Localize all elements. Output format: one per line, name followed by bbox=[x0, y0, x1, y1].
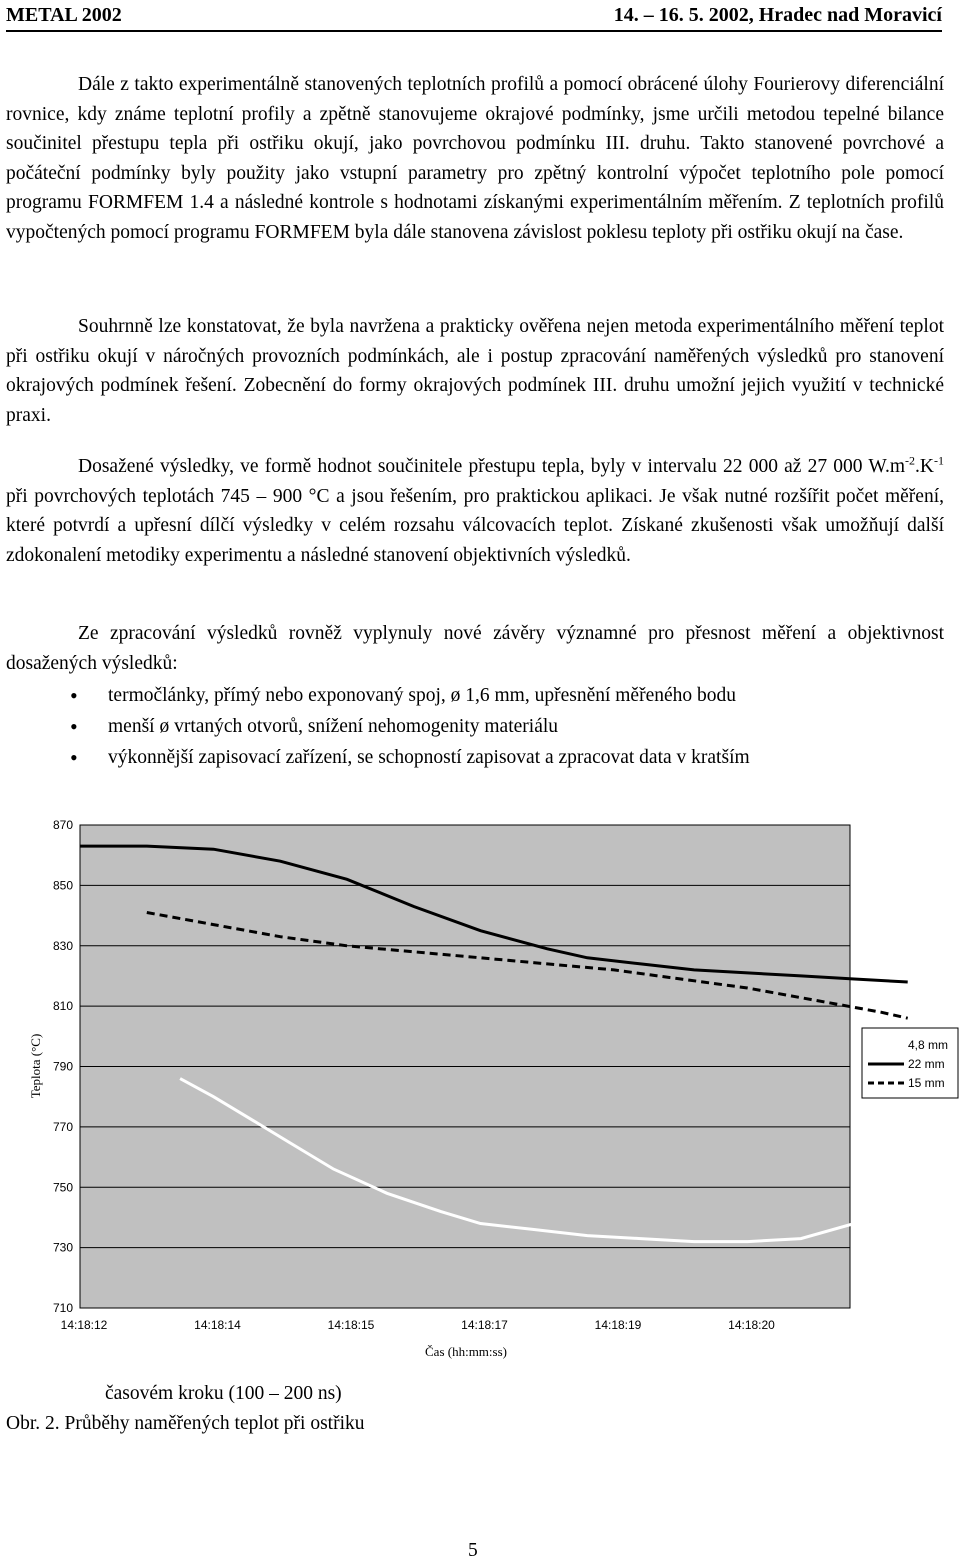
page-header bbox=[6, 0, 942, 32]
bullet-icon: • bbox=[70, 714, 78, 739]
x-axis-label: Čas (hh:mm:ss) bbox=[425, 1344, 507, 1359]
paragraph-2: Souhrnně lze konstatovat, že byla navržena a prakticky ověřena nejen metoda experimentálního měření teplot při ostřiku okují v náročných provozních podmínkách, ale i postup zpracování naměřených výsledků pro stanovení okrajových podmínek řešení. Zobecnění do formy okrajových podmínek III. druhu umožní jejich využití v technické praxi. bbox=[6, 316, 944, 426]
bullet-icon: • bbox=[70, 683, 78, 708]
x-tick-label: 14:18:12 bbox=[60, 1318, 108, 1332]
y-tick-label: 750 bbox=[52, 1180, 73, 1195]
x-axis-ticks bbox=[61, 1318, 776, 1332]
y-axis-ticks bbox=[53, 818, 73, 1315]
conference-name: METAL 2002 bbox=[6, 4, 122, 26]
list-item-text: menší ø vrtaných otvorů, snížení nehomogenity materiálu bbox=[108, 716, 559, 737]
y-tick-label: 790 bbox=[52, 1059, 73, 1074]
y-tick-label: 830 bbox=[52, 938, 73, 953]
paragraph-3 bbox=[6, 452, 944, 570]
y-tick-label: 870 bbox=[52, 818, 73, 832]
x-tick-label: 14:18:14 bbox=[194, 1318, 241, 1332]
paragraph-3-part-b: .K bbox=[915, 456, 934, 477]
y-axis-label: Teplota (°C) bbox=[28, 1033, 43, 1099]
y-tick-label: 710 bbox=[52, 1301, 73, 1315]
x-tick-label: 14:18:19 bbox=[594, 1318, 642, 1332]
y-tick-label: 770 bbox=[52, 1119, 73, 1134]
y-tick-label: 850 bbox=[52, 878, 73, 893]
list-item-text: termočlánky, přímý nebo exponovaný spoj, ø 1,6 mm, upřesnění měřeného bodu bbox=[108, 685, 737, 706]
list-item bbox=[70, 680, 950, 711]
list-item bbox=[70, 711, 950, 742]
figure-caption: Obr. 2. Průběhy naměřených teplot při ostřiku bbox=[6, 1413, 365, 1434]
temperature-chart bbox=[0, 800, 960, 1370]
legend-label-22mm: 22 mm bbox=[908, 1057, 945, 1071]
x-tick-label: 14:18:15 bbox=[327, 1318, 375, 1332]
y-tick-label: 810 bbox=[52, 999, 73, 1014]
bullet-list bbox=[70, 680, 950, 773]
conference-date-place: 14. – 16. 5. 2002, Hradec nad Moravicí bbox=[613, 4, 942, 26]
paragraph-4: Ze zpracování výsledků rovněž vyplynuly nové závěry významné pro přesnost měření a objektivnost dosažených výsledků: bbox=[6, 623, 944, 674]
bullet-continuation: časovém kroku (100 – 200 ns) bbox=[105, 1383, 342, 1404]
list-item-text: výkonnější zapisovací zařízení, se schopností zapisovat a zpracovat data v kratším bbox=[108, 747, 750, 768]
x-tick-label: 14:18:17 bbox=[461, 1318, 508, 1332]
paragraph-3-part-a: Dosažené výsledky, ve formě hodnot součinitele přestupu tepla, byly v intervalu 22 000 až 27 000 W.m bbox=[78, 456, 906, 477]
bullet-icon: • bbox=[70, 745, 78, 770]
y-tick-label: 730 bbox=[52, 1240, 73, 1255]
list-item bbox=[70, 742, 950, 773]
exponent-1: -2 bbox=[905, 453, 916, 468]
legend bbox=[862, 1028, 958, 1098]
page-number: 5 bbox=[468, 1540, 478, 1561]
legend-label-15mm: 15 mm bbox=[908, 1076, 945, 1090]
paragraph-1: Dále z takto experimentálně stanovených teplotních profilů a pomocí obrácené úlohy Fourierovy diferenciální rovnice, kdy známe teplotní profily a zpětně stanovujeme okrajové podmínky, jsme určili metodou tepelné bilance součinitel přestupu tepla při ostřiku okují, jako povrchovou podmínku III. druhu. Takto stanovené povrchové a počáteční podmínky byly použity jako vstupní parametry pro zpětný kontrolní výpočet teplotního pole pomocí programu FORMFEM 1.4 a následné kontrole s hodnotami získanými experimentálním měřením. Z teplotních profilů vypočtených pomocí programu FORMFEM byla dále stanovena závislost poklesu teploty při ostřiku okují na čase. bbox=[6, 74, 944, 243]
legend-label-4-8mm: 4,8 mm bbox=[908, 1038, 949, 1052]
exponent-2: -1 bbox=[934, 453, 944, 468]
paragraph-3-part-c: při povrchových teplotách 745 – 900 °C a jsou řešením, pro praktickou aplikaci. Je však nutné rozšířit počet měření, které potvrdí a upřesní dílčí výsledky v celém rozsahu válcovacích teplot. Získané zkušenosti však umožňují další zdokonalení metodiky experimentu a následné stanovení objektivních výsledků. bbox=[6, 485, 944, 566]
x-tick-label: 14:18:20 bbox=[728, 1318, 775, 1332]
